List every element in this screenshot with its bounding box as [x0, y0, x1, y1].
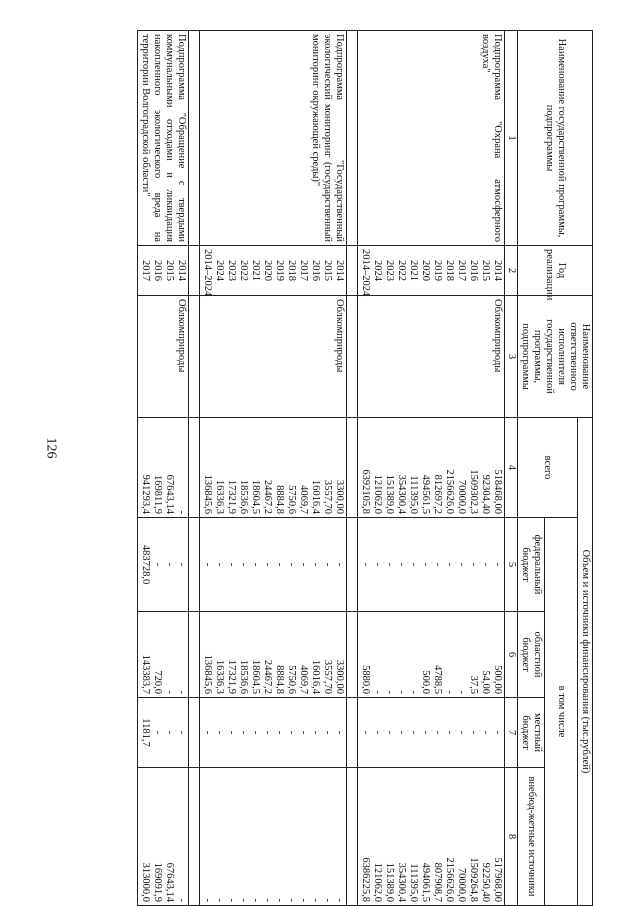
- header-financing: Объем и источники финансирования (тыс.рублей): [578, 418, 593, 906]
- federal-value: -: [480, 562, 491, 567]
- local-value: -: [310, 730, 321, 735]
- local-value: -: [456, 730, 467, 735]
- gap-cell: [347, 612, 358, 698]
- federal-value: -: [164, 562, 175, 567]
- local-value: -: [372, 730, 383, 735]
- federal-value: -: [444, 562, 455, 567]
- year-value: 2017: [456, 260, 467, 281]
- col-number: 8: [505, 768, 518, 906]
- local-cell: [138, 698, 189, 768]
- total-value: 518468,00: [492, 469, 503, 514]
- local-value: -: [152, 730, 163, 735]
- local-value: -: [202, 730, 213, 735]
- federal-value: -: [384, 562, 395, 567]
- year-value: 2023: [384, 260, 395, 281]
- year-value: 2020: [420, 260, 431, 281]
- header-program: Наименование государственной программы, подпрограммы: [518, 31, 593, 246]
- year-value: 2014: [492, 260, 503, 281]
- year-value: 2017: [140, 260, 151, 281]
- year-value: 2024: [372, 260, 383, 281]
- extrabudget-value: 313000,0: [140, 862, 151, 902]
- local-cell: [200, 698, 347, 768]
- federal-value: -: [176, 562, 187, 567]
- total-value: 494561,5: [420, 474, 431, 514]
- local-value: -: [396, 730, 407, 735]
- extrabudget-cell: [358, 768, 505, 906]
- federal-value: -: [202, 562, 213, 567]
- header-executor: Наименование ответственного исполнителя государственной программы, подпрограммы: [518, 296, 593, 418]
- local-value: -: [480, 730, 491, 735]
- gap-cell: [189, 31, 200, 246]
- gap-cell: [189, 418, 200, 518]
- extrabudget-value: -: [250, 898, 261, 902]
- gap-cell: [347, 246, 358, 296]
- year-value: 2014: [334, 260, 345, 281]
- total-value: 3300,00: [334, 479, 345, 514]
- regional-value: 720,0: [152, 670, 163, 694]
- regional-value: 16336,3: [214, 659, 225, 694]
- local-value: -: [262, 730, 273, 735]
- regional-value: 24467,2: [262, 659, 273, 694]
- gap-cell: [189, 612, 200, 698]
- federal-value: -: [468, 562, 479, 567]
- total-value: 354300,4: [396, 474, 407, 514]
- header-year: Год реализации: [518, 246, 593, 296]
- extrabudget-value: 354300,4: [396, 862, 407, 902]
- year-value: 2014–2024: [360, 249, 371, 297]
- year-value: 2021: [250, 260, 261, 281]
- gap-cell: [347, 418, 358, 518]
- regional-value: -: [396, 690, 407, 694]
- local-value: -: [164, 730, 175, 735]
- extrabudget-value: 2156626,0: [444, 857, 455, 902]
- year-value: 2019: [432, 260, 443, 281]
- extrabudget-value: 494061,5: [420, 862, 431, 902]
- local-value: -: [214, 730, 225, 735]
- total-value: 92304,40: [480, 474, 491, 514]
- regional-value: 3300,00: [334, 659, 345, 694]
- regional-cell: [138, 612, 189, 698]
- federal-value: -: [262, 562, 273, 567]
- regional-value: 18536,6: [238, 659, 249, 694]
- local-value: -: [238, 730, 249, 735]
- regional-value: 5750,6: [286, 665, 297, 694]
- year-value: 2014: [176, 260, 187, 281]
- total-value: 169811,9: [152, 475, 163, 514]
- total-value: 121062,0: [372, 474, 383, 514]
- regional-value: 3557,70: [322, 659, 333, 694]
- local-value: -: [420, 730, 431, 735]
- year-value: 2017: [298, 260, 309, 281]
- section-gap: [347, 31, 358, 906]
- extrabudget-value: 151389,0: [384, 862, 395, 902]
- extrabudget-value: 807908,7: [432, 862, 443, 902]
- total-value: -: [176, 510, 187, 514]
- local-value: -: [250, 730, 261, 735]
- gap-cell: [347, 31, 358, 246]
- gap-cell: [347, 296, 358, 418]
- year-value: 2018: [286, 260, 297, 281]
- extrabudget-value: -: [310, 898, 321, 902]
- federal-value: -: [360, 562, 371, 567]
- extrabudget-value: -: [322, 898, 333, 902]
- page-number: 126: [43, 437, 59, 459]
- extrabudget-value: -: [286, 898, 297, 902]
- gap-cell: [189, 768, 200, 906]
- federal-value: 483728,0: [140, 544, 151, 585]
- subprogram-name: Подпрограмма "Обращение с твердыми коммунальными отходами и ликвидация накопленного экологического вреда на территории Волгоградской области": [138, 31, 189, 246]
- col-number: 7: [505, 698, 518, 768]
- federal-value: -: [432, 562, 443, 567]
- year-value: 2016: [468, 260, 479, 281]
- year-value: 2015: [164, 260, 175, 281]
- year-value: 2019: [274, 260, 285, 281]
- regional-value: 54,00: [480, 670, 491, 694]
- total-value: 1509302,3: [468, 469, 479, 514]
- executor-name: Облкомприроды: [138, 296, 189, 418]
- year-value: 2015: [322, 260, 333, 281]
- federal-value: -: [286, 562, 297, 567]
- extrabudget-value: -: [226, 898, 237, 902]
- extrabudget-value: -: [334, 898, 345, 902]
- federal-cell: [138, 518, 189, 612]
- local-value: -: [384, 730, 395, 735]
- local-value: -: [286, 730, 297, 735]
- regional-value: -: [176, 690, 187, 694]
- year-value: 2024: [214, 260, 225, 281]
- table-row: [138, 31, 189, 906]
- federal-value: -: [238, 562, 249, 567]
- local-value: 1181,7: [140, 718, 151, 747]
- year-value: 2016: [310, 260, 321, 281]
- total-value: 151389,0: [384, 474, 395, 514]
- gap-cell: [189, 296, 200, 418]
- federal-cell: [358, 518, 505, 612]
- regional-value: 5880,0: [360, 665, 371, 694]
- extrabudget-value: -: [202, 898, 213, 902]
- local-value: -: [274, 730, 285, 735]
- total-value: 17321,9: [226, 479, 237, 514]
- total-value: 111395,0: [408, 475, 419, 514]
- year-value: 2020: [262, 260, 273, 281]
- federal-value: -: [420, 562, 431, 567]
- col-number: 5: [505, 518, 518, 612]
- table-body: [138, 31, 505, 906]
- total-value: 6392105,8: [360, 469, 371, 514]
- year-value: 2018: [444, 260, 455, 281]
- regional-cell: [200, 612, 347, 698]
- subprogram-name: Подпрограмма "Государственный экологический мониторинг (государственный мониторинг окружающей среды)": [200, 31, 347, 246]
- total-value: 136845,6: [202, 474, 213, 514]
- local-value: -: [492, 730, 503, 735]
- header-total: всего: [518, 418, 578, 518]
- regional-value: 4069,7: [298, 665, 309, 694]
- year-value: 2016: [152, 260, 163, 281]
- regional-value: -: [372, 690, 383, 694]
- year-value: 2021: [408, 260, 419, 281]
- extrabudget-value: -: [238, 898, 249, 902]
- local-value: -: [444, 730, 455, 735]
- total-value: 4069,7: [298, 485, 309, 514]
- executor-name: Облкомприроды: [200, 296, 347, 418]
- total-value: 941293,4: [140, 474, 151, 514]
- regional-value: 16016,4: [310, 659, 321, 694]
- total-cell: [200, 418, 347, 518]
- financing-table-rotated: [33, 30, 593, 905]
- extrabudget-value: -: [214, 898, 225, 902]
- extrabudget-value: -: [298, 898, 309, 902]
- header-regional: областной бюджет: [518, 612, 545, 698]
- year-cell: [200, 246, 347, 296]
- extrabudget-value: -: [176, 898, 187, 902]
- header-local: местный бюджет: [518, 698, 545, 768]
- year-value: 2014–2024: [202, 249, 213, 297]
- extrabudget-cell: [200, 768, 347, 906]
- local-value: -: [226, 730, 237, 735]
- total-cell: [138, 418, 189, 518]
- regional-value: 17321,9: [226, 659, 237, 694]
- col-number: 3: [505, 296, 518, 418]
- federal-value: -: [492, 562, 503, 567]
- federal-cell: [200, 518, 347, 612]
- extrabudget-value: 70000,0: [456, 867, 467, 902]
- extrabudget-value: -: [274, 898, 285, 902]
- year-value: 2022: [238, 260, 249, 281]
- year-value: 2023: [226, 260, 237, 281]
- year-cell: [138, 246, 189, 296]
- gap-cell: [189, 698, 200, 768]
- extrabudget-value: -: [262, 898, 273, 902]
- total-value: 67643,14: [164, 474, 175, 514]
- col-number: 1: [505, 31, 518, 246]
- gap-cell: [347, 698, 358, 768]
- federal-value: -: [298, 562, 309, 567]
- regional-value: -: [384, 690, 395, 694]
- federal-value: -: [372, 562, 383, 567]
- federal-value: -: [456, 562, 467, 567]
- subprogram-name: Подпрограмма "Охрана атмосферного воздуха": [358, 31, 505, 246]
- regional-value: 500,00: [492, 665, 503, 694]
- extrabudget-value: 169091,9: [152, 862, 163, 902]
- total-value: 24467,2: [262, 479, 273, 514]
- gap-cell: [347, 518, 358, 612]
- federal-value: -: [274, 562, 285, 567]
- federal-value: -: [334, 562, 345, 567]
- local-value: -: [468, 730, 479, 735]
- extrabudget-value: 517968,00: [492, 857, 503, 902]
- total-value: 812697,2: [432, 474, 443, 514]
- regional-cell: [358, 612, 505, 698]
- federal-value: -: [214, 562, 225, 567]
- regional-value: -: [444, 690, 455, 694]
- regional-value: 18604,5: [250, 659, 261, 694]
- local-value: -: [298, 730, 309, 735]
- header-extrabudget: внебюд-жетные источники: [518, 768, 545, 906]
- executor-name: Облкомприроды: [358, 296, 505, 418]
- regional-value: -: [456, 690, 467, 694]
- regional-value: -: [164, 690, 175, 694]
- regional-value: 143383,7: [140, 654, 151, 694]
- year-cell: [358, 246, 505, 296]
- col-number: 4: [505, 418, 518, 518]
- col-number: 6: [505, 612, 518, 698]
- column-number-row: [505, 31, 518, 906]
- extrabudget-value: 92250,40: [480, 862, 491, 902]
- gap-cell: [189, 246, 200, 296]
- federal-value: -: [152, 562, 163, 567]
- total-value: 3557,70: [322, 479, 333, 514]
- federal-value: -: [226, 562, 237, 567]
- year-value: 2022: [396, 260, 407, 281]
- regional-value: 37,5: [468, 675, 479, 694]
- regional-value: 4788,5: [432, 665, 443, 694]
- total-value: 16016,4: [310, 479, 321, 514]
- federal-value: -: [310, 562, 321, 567]
- col-number: 2: [505, 246, 518, 296]
- local-value: -: [408, 730, 419, 735]
- total-value: 8884,8: [274, 485, 285, 514]
- header-including: в том числе: [545, 518, 578, 906]
- financing-table: [137, 30, 593, 906]
- federal-value: -: [408, 562, 419, 567]
- regional-value: -: [408, 690, 419, 694]
- total-value: 2156626,0: [444, 469, 455, 514]
- local-cell: [358, 698, 505, 768]
- extrabudget-value: 121062,0: [372, 862, 383, 902]
- total-value: 18604,5: [250, 479, 261, 514]
- local-value: -: [360, 730, 371, 735]
- extrabudget-value: 6386225,8: [360, 857, 371, 902]
- gap-cell: [189, 518, 200, 612]
- local-value: -: [432, 730, 443, 735]
- regional-value: 136845,6: [202, 654, 213, 694]
- gap-cell: [347, 768, 358, 906]
- regional-value: 500,0: [420, 670, 431, 694]
- extrabudget-value: 111395,0: [408, 863, 419, 902]
- table-row: [358, 31, 505, 906]
- year-value: 2015: [480, 260, 491, 281]
- federal-value: -: [396, 562, 407, 567]
- regional-value: 8884,8: [274, 665, 285, 694]
- federal-value: -: [322, 562, 333, 567]
- total-value: 16336,3: [214, 479, 225, 514]
- extrabudget-cell: [138, 768, 189, 906]
- total-value: 5750,6: [286, 485, 297, 514]
- table-row: [200, 31, 347, 906]
- extrabudget-value: 67643,14: [164, 862, 175, 902]
- local-value: -: [176, 730, 187, 735]
- total-value: 70000,0: [456, 479, 467, 514]
- total-value: 18536,6: [238, 479, 249, 514]
- extrabudget-value: 1509264,8: [468, 857, 479, 902]
- local-value: -: [334, 730, 345, 735]
- section-gap: [189, 31, 200, 906]
- local-value: -: [322, 730, 333, 735]
- federal-value: -: [250, 562, 261, 567]
- total-cell: [358, 418, 505, 518]
- header-federal: федеральный бюджет: [518, 518, 545, 612]
